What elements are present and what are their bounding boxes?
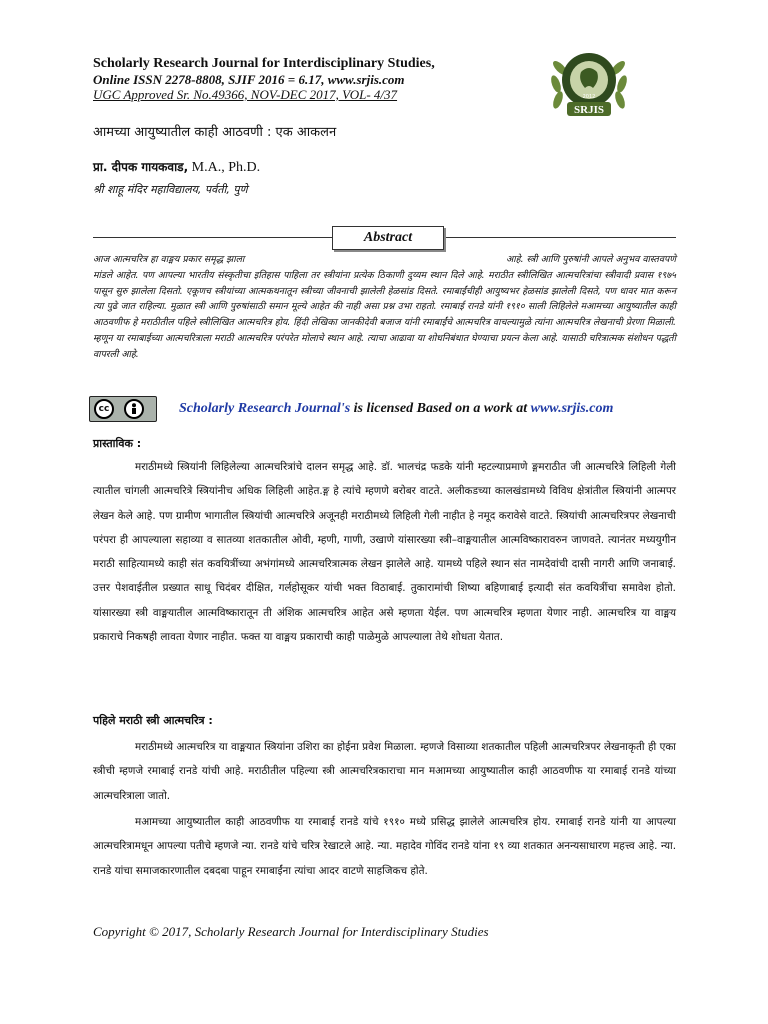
intro-heading: प्रास्ताविक : xyxy=(93,437,142,450)
abstract-first-right: आहे. स्त्री आणि पुरुषांनी आपले अनुभव वास्तवपणे xyxy=(506,254,676,265)
cc-by-license-icon[interactable] xyxy=(89,396,157,422)
journal-header xyxy=(93,56,533,102)
abstract-heading: Abstract xyxy=(332,226,444,250)
license-middle: is licensed Based on a work at xyxy=(350,401,531,416)
author-line xyxy=(93,158,260,176)
first-autobiography-paragraph-1: मराठीमध्ये आत्मचरित्र या वाङ्मयात स्त्रियांना उशिरा का होईना प्रवेश मिळाला. म्हणजे विसाव्या शतकातील पहिली आत्मचरित्रपर लेखनाकृती ही एका स्त्रीची म्हणजे रमाबाई रानडे यांची आहे. मराठीतील पहिल्या स्त्री आत्मचरित्रकाराचा मान मआमच्या आयुष्यातील काही आठवणीफ या रमाबाई रानडे यांच्या आत्मचरित्राला जातो. xyxy=(93,741,676,802)
author-affiliation: श्री शाहू मंदिर महाविद्यालय, पर्वती, पुणे xyxy=(93,183,248,196)
paper-title: आमच्या आयुष्यातील काही आठवणी : एक आकलन xyxy=(93,125,337,140)
ugc-line: UGC Approved Sr. No.49366, NOV-DEC 2017, VOL- 4/37 xyxy=(93,87,398,102)
abstract-first-line xyxy=(93,252,676,268)
first-autobiography-heading: पहिले मराठी स्त्री आत्मचरित्र : xyxy=(93,714,213,727)
intro-paragraph: मराठीमध्ये स्त्रियांनी लिहिलेल्या आत्मचरित्रांचे दालन समृद्ध आहे. डॉ. भालचंद्र फडके यांनी म्हटल्याप्रमाणे ङ्गमराठीत जी आत्मचरित्रे लिहिली गेली त्यातील चांगली आत्मचरित्रे स्त्रियांनीच अधिक लिहिली आहेत.ङ्ग हे त्यांचे म्हणणे बरोबर वाटते. अलीकडच्या कालखंडामध्ये विविध क्षेत्रांतील स्त्रियांनी आत्मपर लेखन केले आहे. पण ग्रामीण भागातील स्त्रियांची आत्मचरित्रे अजूनही मराठीमध्ये लिहिली गेली नाहीत हे नमूद करावेसे वाटते. स्त्रियांची आत्मचरित्रपर लेखनाची परंपरा ही आपल्याला सहाव्या व सातव्या शतकातील ओवी, म्हणी, गाणी, उखाणे यांसारख्या स्त्री–वाङ्मयातील आत्मविष्कारावरुन जाणवते. त्यानंतर मध्ययुगीन मराठी साहित्यामध्ये काही संत कवयित्रींच्या अभंगांमध्ये आत्मचरित्रात्मक लेखन झालेले आहे. यामध्ये पहिले स्थान संत नामदेवांची दासी नागरी आणि जनाबाई. उत्तर पेशवाईतील प्रख्यात साधू चिदंबर दीक्षित, गर्लहोसूकर यांची भक्त विठाबाई. तुकारामांची शिष्या बहिणाबाई इत्यादी संत कवयित्रींचा समावेश होतो. यांसारख्या स्त्री वाङ्मयातील आत्मविष्कारातून ती अंशिक आत्मचरित्र आहेत असे म्हणता येईल. पण आत्मचरित्र म्हणता येणार नाही. आत्मचरित्र या वाङ्मय प्रकाराचे निकषही लावता येणार नाहीत. फक्त या वाङ्मय प्रकाराची काही पाळेमुळे आपल्याला तेथे शोधता येतात. xyxy=(93,461,676,644)
person-icon xyxy=(124,399,144,419)
license-text xyxy=(179,401,613,417)
issn-line: Online ISSN 2278-8808, SJIF 2016 = 6.17, www.srjis.com xyxy=(93,72,405,87)
license-link[interactable]: www.srjis.com xyxy=(530,401,614,416)
journal-name: Scholarly Research Journal for Interdisciplinary Studies, xyxy=(93,56,435,71)
abstract-first-left: आज आत्मचरित्र हा वाङ्मय प्रकार समृद्ध झाला xyxy=(93,254,245,265)
logo-year: 2012 xyxy=(582,94,596,100)
abstract-paragraph: मांडले आहेत. पण आपल्या भारतीय संस्कृतीचा इतिहास पाहिला तर स्त्रीयांना प्रत्येक ठिकाणी दुय्यम स्थान दिले आहे. मराठीत स्त्रीलिखित आत्मचरित्रांचा स्त्रीवादी प्रवास १९७५ पासून सुरु झालेला दिसतो. एकूणच स्त्रीयांच्या आत्मकथनातून स्त्रीच्या जीवनाची झालेली हेळसांड दिसते. रमाबाईंचीही आयुष्यभर हेळसांड झालेली दिसते, पण धावर मात करून त्या पुढे जात राहिल्या. मुळात स्त्री आणि पुरुषांसाठी समान मूल्ये आहेत की नाही असा प्रश्न उभा राहतो. रमाबाई रानडे यांनी १९१० साली लिहिलेले मआमच्या आयुष्यातील काही आठवणीफ हे मराठीतील पहिले स्त्रीलिखित आत्मचरित्र होय. हिंदी लेखिका जानकीदेवी बजाज यांनी रमाबाईंचे आत्मचरित्र वाचल्यामुळे त्यांना आत्मचरित्र लेखनाची प्रेरणा मिळाली. म्हणून या रमाबाईच्या आत्मचरित्राला मराठी आत्मचरित्र परंपरेत मोलाचे स्थान आहे. त्याचा आढावा या शोधनिबंधात घेण्याचा प्रयत्न केला आहे. यासाठी चरित्रात्मक संशोधन पद्धती वापरली आहे. xyxy=(93,269,676,360)
first-autobiography-paragraph-2: मआमच्या आयुष्यातील काही आठवणीफ या रमाबाई रानडे यांचे १९१० मध्ये प्रसिद्ध झालेले आत्मचरित्र होय. रमाबाई रानडे यांनी या आपल्या आत्मचरित्रामधून आपल्या पतीचे म्हणजे न्या. रानडे यांचे चरित्र रेखाटले आहे. न्या. महादेव गोविंद रानडे यांना १९ व्या शतकात अनन्यसाधारण महत्त्व आहे. न्या. रानडे यांचा समाजकारणातील दबदबा पाहून रमाबाईंना त्यांचा आदर वाटणे साहजिकच होते. xyxy=(93,816,676,877)
license-journal-name: Scholarly Research Journal's xyxy=(179,401,351,416)
copyright-footer: Copyright © 2017, Scholarly Research Journal for Interdisciplinary Studies xyxy=(93,924,489,939)
cc-icon: cc xyxy=(94,399,114,419)
license-row xyxy=(89,396,613,422)
author-degrees: M.A., Ph.D. xyxy=(188,160,261,175)
logo-text: SRJIS xyxy=(574,104,604,116)
srjis-logo-icon xyxy=(548,44,630,126)
author-name: प्रा. दीपक गायकवाड, xyxy=(93,160,189,174)
abstract-body xyxy=(93,252,676,363)
